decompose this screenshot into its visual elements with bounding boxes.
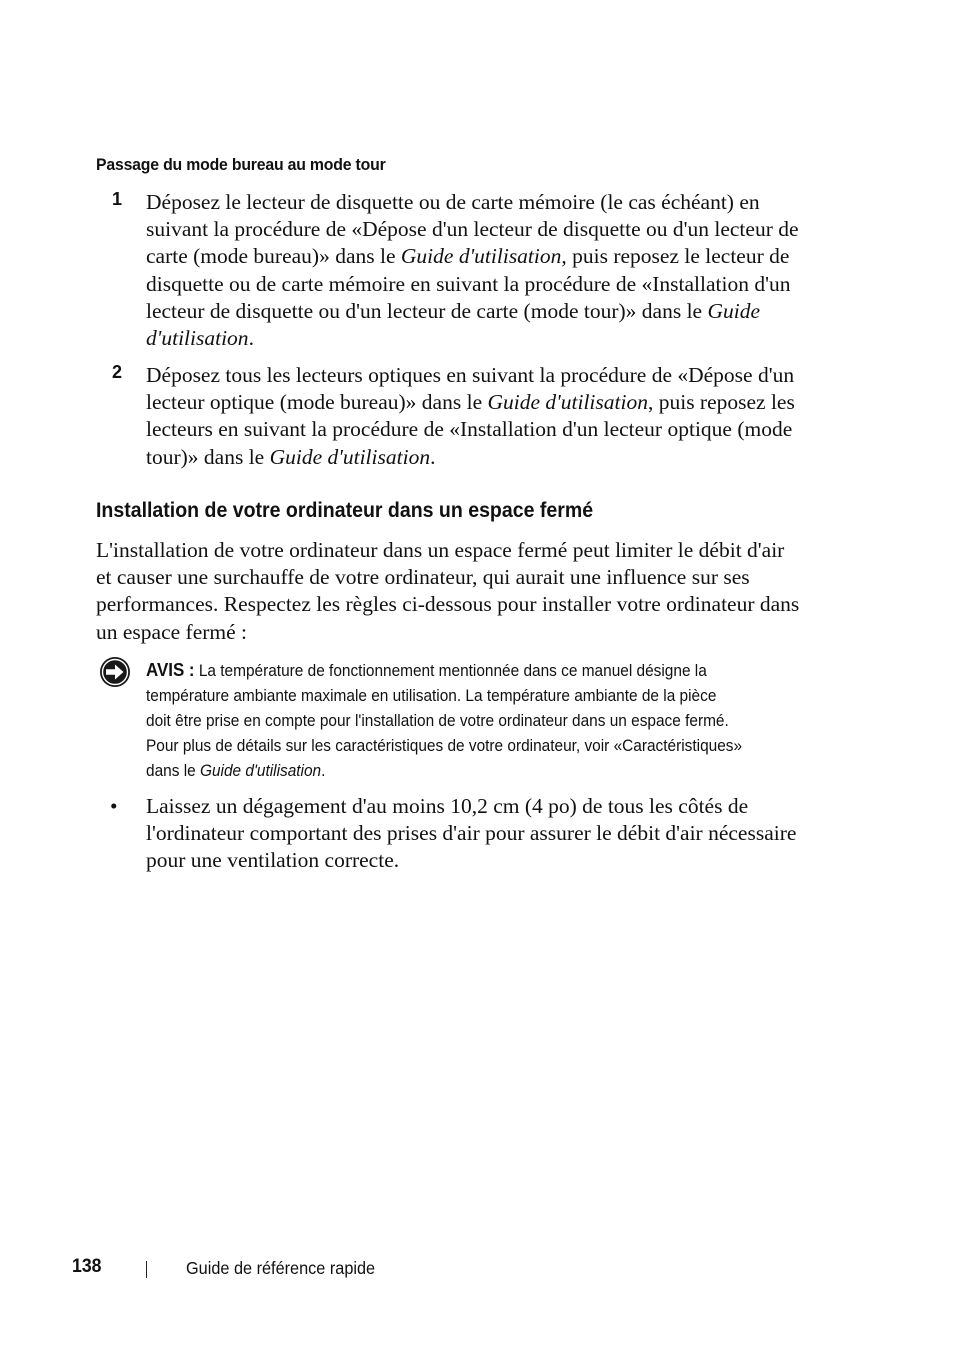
notice-label: AVIS : [146, 660, 195, 680]
text-segment: lecteur de disquette ou d'un lecteur de carte (mode tour)» dans le [146, 298, 708, 323]
text-segment: Pour plus de détails sur les caractéristiques de votre ordinateur, voir «Caractéristiques» [146, 737, 743, 755]
italic-text: d'utilisation [146, 326, 249, 351]
notice-line [146, 709, 804, 734]
text-line [146, 362, 826, 389]
text-segment: tour)» dans le [146, 444, 270, 469]
step-text [146, 189, 826, 352]
italic-text: Guide [707, 298, 761, 323]
bullet-text [146, 793, 836, 875]
text-line [146, 389, 826, 416]
italic-text: Guide d'utilisation [487, 390, 648, 415]
text-segment: carte (mode bureau)» dans le [146, 244, 401, 269]
page-footer [70, 1256, 570, 1286]
text-line [146, 243, 826, 270]
notice-arrow-icon [99, 656, 131, 688]
bullet-line: pour une ventilation correcte. [146, 848, 400, 873]
text-segment: , puis reposez le lecteur de [561, 244, 790, 269]
text-segment: dans le [146, 762, 200, 780]
text-line [146, 416, 826, 443]
sub-heading: Passage du mode bureau au mode tour [96, 155, 386, 174]
step-text [146, 362, 826, 471]
intro-line: L'installation de votre ordinateur dans un espace fermé peut limiter le débit d'air [96, 538, 785, 562]
text-segment: disquette ou de carte mémoire en suivant la procédure de «Installation d'un [146, 271, 791, 296]
text-line [146, 444, 826, 471]
bullet-line: l'ordinateur comportant des prises d'air pour assurer le débit d'air nécessaire [146, 821, 797, 846]
text-segment: suivant la procédure de «Dépose d'un lecteur de disquette ou d'un lecteur de [146, 217, 799, 242]
text-line [146, 325, 826, 352]
section-heading: Installation de votre ordinateur dans un espace fermé [96, 499, 594, 522]
text-segment: La température de fonctionnement mentionnée dans ce manuel désigne la [198, 662, 707, 680]
italic-text: Guide d'utilisation [269, 444, 431, 469]
italic-text: Guide d'utilisation [199, 762, 322, 780]
intro-line: et causer une surchauffe de votre ordinateur, qui aurait une influence sur ses [96, 565, 750, 590]
bullet-mark: • [110, 794, 118, 818]
notice-line-content [199, 662, 707, 680]
text-segment: température ambiante maximale en utilisation. La température ambiante de la pièce [146, 687, 717, 705]
italic-text: Guide d'utilisation [400, 244, 562, 269]
page-number: 138 [72, 1256, 102, 1277]
text-line [146, 216, 826, 243]
text-segment: . [248, 326, 254, 351]
text-segment: lecteurs en suivant la procédure de «Installation d'un lecteur optique (mode [146, 417, 793, 442]
text-segment: Déposez le lecteur de disquette ou de carte mémoire (le cas échéant) en [146, 190, 760, 214]
intro-line: un espace fermé : [96, 619, 248, 644]
text-segment: . [321, 762, 326, 780]
intro-line: performances. Respectez les règles ci-dessous pour installer votre ordinateur dans [96, 592, 800, 617]
text-line [146, 298, 826, 325]
text-segment: lecteur optique (mode bureau)» dans le [146, 390, 488, 415]
notice-line [146, 734, 804, 759]
text-segment: doit être prise en compte pour l'installation de votre ordinateur dans un espace fermé. [146, 712, 729, 730]
text-line [146, 189, 826, 216]
notice-line [146, 684, 804, 709]
text-segment: , puis reposez les [647, 390, 795, 415]
intro-paragraph [96, 537, 836, 646]
text-segment: Déposez tous les lecteurs optiques en suivant la procédure de «Dépose d'un [146, 363, 795, 387]
footer-title: Guide de référence rapide [186, 1258, 376, 1278]
text-segment: . [430, 444, 436, 469]
bullet-line: Laissez un dégagement d'au moins 10,2 cm (4 po) de tous les côtés de [146, 794, 749, 818]
notice-line [146, 759, 804, 784]
text-line [146, 271, 826, 298]
notice-first-line [146, 658, 804, 684]
footer-divider [146, 1261, 147, 1278]
step-number: 1 [112, 189, 123, 209]
notice-text [146, 658, 804, 784]
step-number: 2 [112, 362, 123, 382]
